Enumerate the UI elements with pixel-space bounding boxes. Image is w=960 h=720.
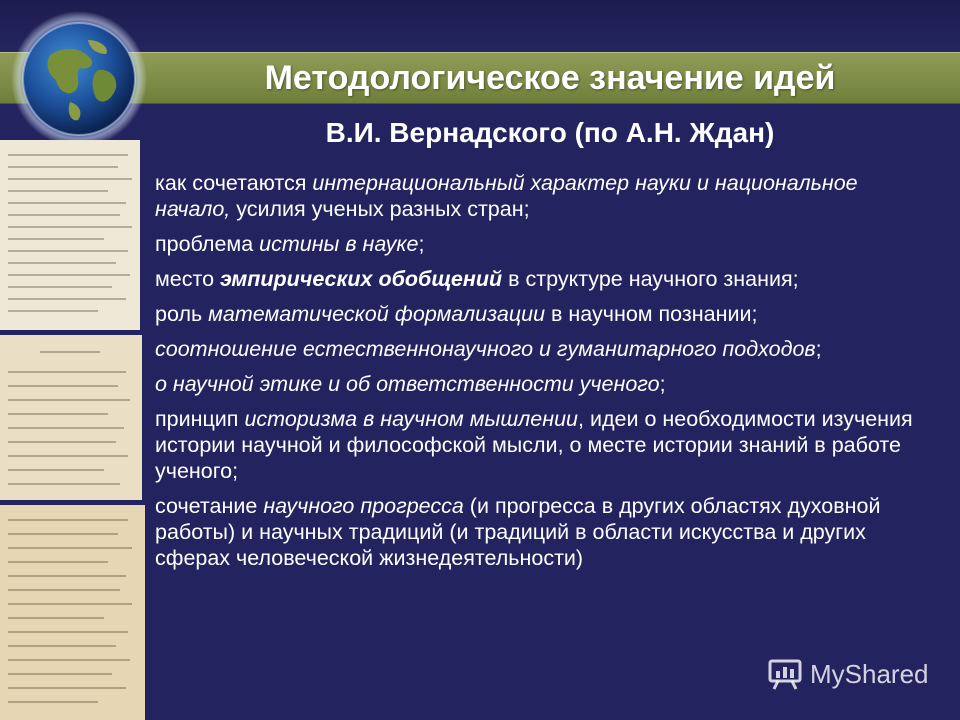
globe-icon xyxy=(10,10,148,148)
list-item xyxy=(155,301,935,327)
list-item xyxy=(155,170,935,222)
list-item xyxy=(155,231,935,257)
content-list xyxy=(155,170,935,690)
item-text: ; xyxy=(659,372,666,396)
item-text: , идеи о необходимости изучения истории научной и философской мысли, о месте истории знаний в работе ученого; xyxy=(155,407,913,483)
item-text: в научном познании; xyxy=(545,302,758,326)
item-text: принцип xyxy=(155,407,245,431)
item-text: место xyxy=(155,267,221,291)
item-text: (и прогресса в других областях духовной работы) и научных традиций (и традиций в области искусства и других сферах человеческой жизнедеятельности) xyxy=(155,494,881,570)
presentation-board-icon xyxy=(768,658,802,690)
item-emphasis: эмпирических обобщений xyxy=(220,267,503,291)
item-emphasis: о научной этике и об ответственности ученого xyxy=(155,372,660,396)
item-text: как сочетаются xyxy=(155,171,313,195)
list-item xyxy=(155,336,935,362)
list-item xyxy=(155,266,935,292)
list-item xyxy=(155,371,935,397)
item-text: ; xyxy=(815,337,822,361)
old-document-icon xyxy=(0,140,145,720)
slide-subtitle: В.И. Вернадского (по А.Н. Ждан) xyxy=(325,117,775,148)
watermark-text: MyShared xyxy=(810,659,929,689)
item-text: усилия ученых разных стран; xyxy=(230,197,530,221)
item-text: ; xyxy=(418,232,425,256)
item-text: сочетание xyxy=(155,494,264,518)
item-emphasis: истины в науке xyxy=(259,232,419,256)
item-text: проблема xyxy=(155,232,260,256)
item-text: в структуре научного знания; xyxy=(502,267,799,291)
item-text: роль xyxy=(155,302,209,326)
item-emphasis: историзма в научном мышлении xyxy=(244,407,578,431)
list-item xyxy=(155,406,935,484)
item-emphasis: научного прогресса xyxy=(263,494,464,518)
item-emphasis: математической формализации xyxy=(208,302,546,326)
slide-title: Методологическое значение идей xyxy=(264,59,836,97)
watermark xyxy=(768,654,948,694)
item-emphasis: соотношение естественнонаучного и гуманитарного подходов xyxy=(155,337,816,361)
item-emphasis: интернациональный характер науки и национальное начало, xyxy=(155,171,858,221)
list-item xyxy=(155,493,935,571)
